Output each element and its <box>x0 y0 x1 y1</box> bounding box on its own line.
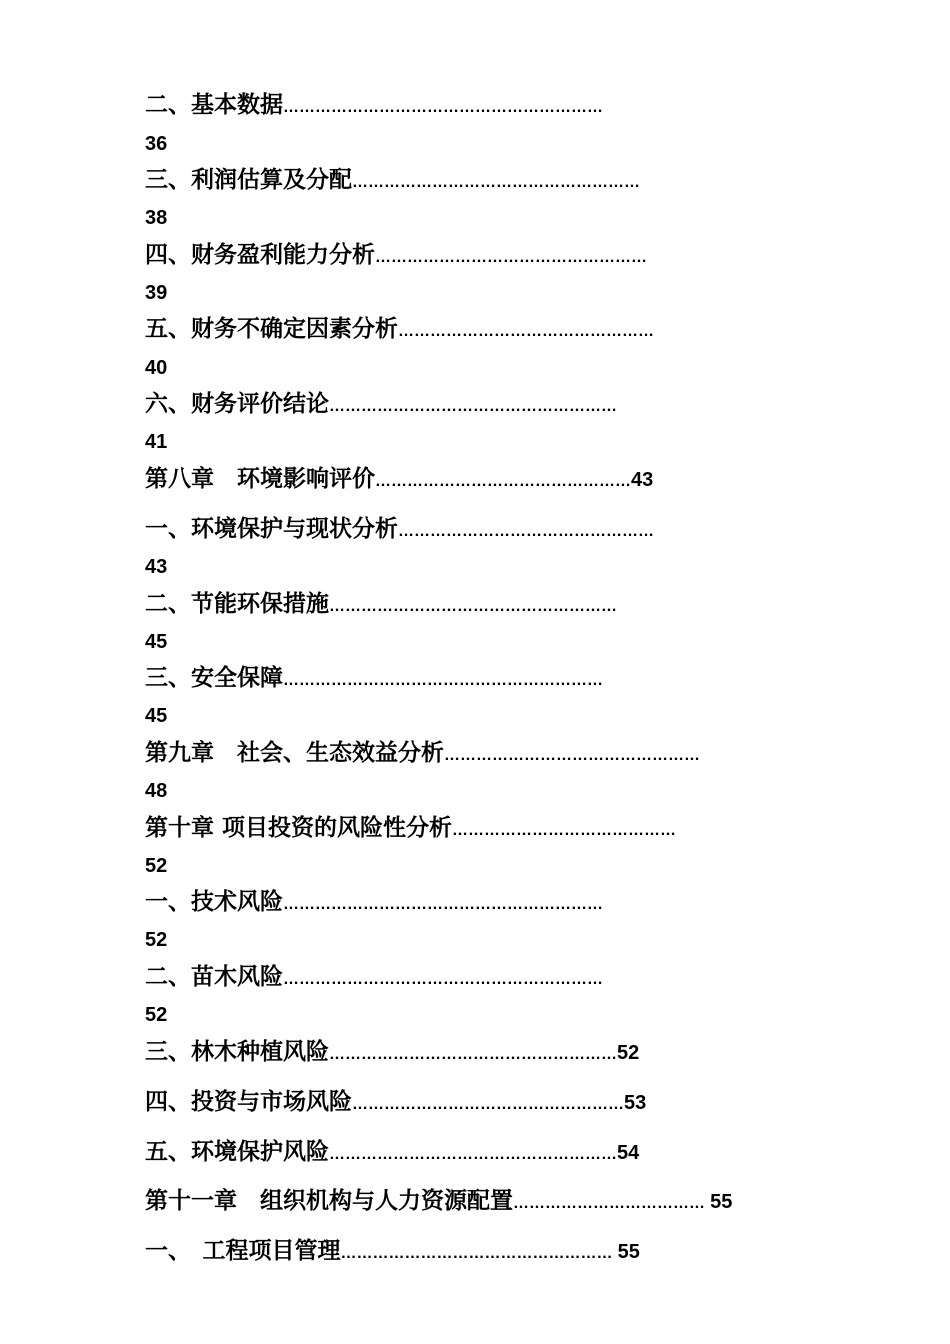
toc-entry-title: 第十章 项目投资的风险性分析 <box>145 815 453 841</box>
toc-entry-title: 五、财务不确定因素分析 <box>145 316 398 342</box>
toc-entry-title: 一、技术风险 <box>145 889 283 915</box>
toc-entry-leader: ………………………………………… <box>375 473 631 490</box>
toc-entry-title: 第十一章 组织机构与人力资源配置 <box>145 1188 513 1214</box>
toc-entry[interactable] <box>145 1186 732 1219</box>
toc-entry-leader: …………………………………………………… <box>283 99 603 116</box>
toc-entry-title: 二、苗木风险 <box>145 964 283 990</box>
toc-entry-leader: ………………………………………… <box>444 747 700 764</box>
toc-entry-title: 五、环境保护风险 <box>145 1139 329 1165</box>
toc-entry-title: 三、林木种植风险 <box>145 1039 329 1065</box>
toc-entry-page: 43 <box>631 469 654 491</box>
toc-entry-leader: ……………………………………………… <box>329 1146 617 1163</box>
toc-entry[interactable] <box>145 1037 639 1070</box>
toc-entry-page: 45 <box>145 705 168 727</box>
toc-entry[interactable] <box>145 887 603 920</box>
toc-entry[interactable] <box>145 314 654 347</box>
toc-entry-leader: …………………………………………… <box>340 1245 613 1262</box>
toc-entry-page: 54 <box>617 1142 640 1164</box>
toc-entry-title: 第八章 环境影响评价 <box>145 466 375 492</box>
toc-entry-leader: ……………………………………………… <box>329 1046 617 1063</box>
toc-entry-leader: ………………………………………… <box>398 523 654 540</box>
toc-entry[interactable] <box>145 1236 640 1269</box>
toc-entry-page: 53 <box>624 1092 647 1114</box>
toc-entry-page: 55 <box>617 1241 640 1263</box>
toc-entry-leader: …………………………………… <box>452 822 677 839</box>
toc-entry-leader: …………………………………………………… <box>283 672 603 689</box>
toc-entry-leader: …………………………………………………… <box>283 896 603 913</box>
toc-entry-leader: ……………………………… <box>513 1195 705 1212</box>
toc-entry-leader: ……………………………………………… <box>329 398 617 415</box>
toc-entry-leader: ………………………………………… <box>398 323 654 340</box>
toc-entry[interactable] <box>145 1137 639 1170</box>
toc-entry-page: 38 <box>145 207 168 229</box>
toc-entry-page: 40 <box>145 357 168 379</box>
toc-entry-title: 一、环境保护与现状分析 <box>145 516 398 542</box>
toc-entry-title: 三、利润估算及分配 <box>145 167 352 193</box>
toc-entry-title: 六、财务评价结论 <box>145 391 329 417</box>
toc-entry-title: 一、 工程项目管理 <box>145 1238 341 1264</box>
toc-entry[interactable] <box>145 589 617 622</box>
toc-entry[interactable] <box>145 813 676 846</box>
toc-entry[interactable] <box>145 738 700 771</box>
toc-entry[interactable] <box>145 514 654 547</box>
toc-entry-leader: …………………………………………………… <box>283 971 603 988</box>
toc-entry-leader: …………………………………………… <box>375 249 647 266</box>
toc-entry-title: 第九章 社会、生态效益分析 <box>145 740 444 766</box>
toc-entry-page: 36 <box>145 133 168 155</box>
toc-entry[interactable] <box>145 663 603 696</box>
toc-entry[interactable] <box>145 1087 646 1120</box>
toc-entry-page: 52 <box>145 855 168 877</box>
toc-entry-leader: ……………………………………………… <box>352 174 640 191</box>
toc-entry-page: 41 <box>145 431 168 453</box>
toc-entry-title: 四、投资与市场风险 <box>145 1089 352 1115</box>
toc-entry-title: 四、财务盈利能力分析 <box>145 242 375 268</box>
toc-entry[interactable] <box>145 240 647 273</box>
toc-entry-page: 55 <box>710 1191 733 1213</box>
toc-entry-page: 48 <box>145 780 168 802</box>
toc-entry[interactable] <box>145 389 617 422</box>
toc-entry-page: 43 <box>145 556 168 578</box>
toc-entry-page: 52 <box>145 929 168 951</box>
toc-entry[interactable] <box>145 464 653 497</box>
toc-entry-leader: …………………………………………… <box>352 1096 624 1113</box>
toc-entry[interactable] <box>145 165 640 198</box>
toc-entry-title: 二、节能环保措施 <box>145 591 329 617</box>
toc-entry[interactable] <box>145 962 603 995</box>
toc-entry-leader: ……………………………………………… <box>329 598 617 615</box>
toc-entry-title: 二、基本数据 <box>145 92 283 118</box>
toc-entry-page: 52 <box>617 1042 640 1064</box>
toc-entry-page: 39 <box>145 282 168 304</box>
toc-entry-title: 三、安全保障 <box>145 665 283 691</box>
toc-entry-page: 45 <box>145 631 168 653</box>
toc-entry-page: 52 <box>145 1004 168 1026</box>
toc-entry[interactable] <box>145 90 603 123</box>
